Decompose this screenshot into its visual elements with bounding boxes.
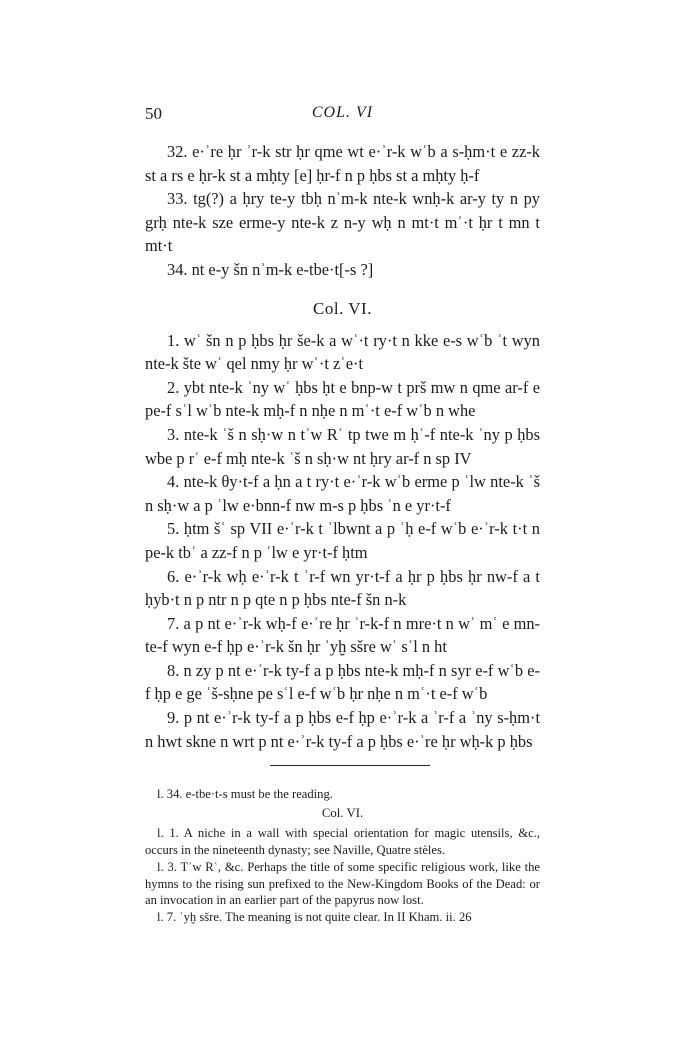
paragraph-33: 33. tg(?) a ḥry te-y tbḥ nʾm-k nte-k wnḥ-k ar-y ty n py grḥ nte-k sze erme-y nte-k z n-y wḥ n mt·t mʿ·t ḥr t mn t mt·t xyxy=(145,189,540,256)
paragraph-7: 7. a p nt e·ʾr-k wḥ-f e·ʾre ḥr ʾr-k-f n mre·t n wʿ mʿ e mn-te-f wyn e-f ḥp e·ʾr-k šn ḥr ʾyḫ sšre wʿ sʿl n ht xyxy=(145,613,540,657)
running-head: COL. VI xyxy=(311,104,374,121)
paragraph-2: 2. ybt nte-k ʾny wʿ ḥbs ḥt e bnp-w t prš mw n qme ar-f e pe-f sʿl wʿb nte-k mḥ-f n nḥe n mʿ·t e-f wʿb n whe xyxy=(145,377,540,421)
paragraph-32: 32. e·ʾre ḥr ʾr-k str ḥr qme wt e·ʾr-k wʿb a s-ḥm·t e zz-k st a rs e ḥr-k st a mḥty [e] ḥr-f n p ḥbs st a mḥty ḥ-f xyxy=(145,142,540,185)
footnotes xyxy=(145,786,540,927)
footnotes-heading: Col. VI. xyxy=(321,806,364,821)
main-text xyxy=(145,140,540,753)
paragraph-1: 1. wʿ šn n p ḥbs ḥr še-k a wʿ·t ry·t n kke e-s wʿb ʾt wyn nte-k šte wʿ qel nmy ḥr wʿ·t zʿe·t xyxy=(145,330,540,374)
footnote-line-1: l. 1. A niche in a wall with special orientation for magic utensils, &c., occurs in the nineteenth dynasty; see Naville, Quatre stèles. xyxy=(145,826,540,857)
footnote-line-3: l. 3. Tʾw Rʿ, &c. Perhaps the title of some specific religious work, like the hymns to the rising sun prefixed to the New-Kingdom Books of the Dead: or an invocation in an earlier part of the papyrus now lost. xyxy=(145,860,540,908)
paragraph-5: 5. ḥtm šʿ sp VII e·ʾr-k t ʾlbwnt a p ʿḥ e-f wʿb e·ʾr-k t·t n pe-k tbʿ a zz-f n p ʿlw e yr·t-f ḥtm xyxy=(145,519,540,562)
footnote-line-7: l. 7. ʾyḫ sšre. The meaning is not quite clear. In II Kham. ii. 26 xyxy=(157,910,472,925)
footnote-line-34: l. 34. e-tbe·t-s must be the reading. xyxy=(157,787,333,801)
paragraph-6: 6. e·ʾr-k wḥ e·ʾr-k t ʾr-f wn yr·t-f a ḥr p ḥbs ḥr nw-f a t ḥyb·t n p ntr n p qte n p ḥbs nte-f šn n-k xyxy=(145,566,540,610)
page-header xyxy=(145,104,540,128)
paragraph-9: 9. p nt e·ʾr-k ty-f a p ḥbs e-f ḥp e·ʾr-k a ʾr-f a ʾny s-ḥm·t n hwt skne n wrt p nt e·ʾr-k ty-f a p ḥbs e·ʾre ḥr wḥ-k p ḥbs xyxy=(145,708,540,751)
paragraph-3: 3. nte-k ʿš n sḥ·w n tʾw Rʿ tp twe m ḥʿ-f nte-k ʾny p ḥbs wbe p rʿ e-f mḥ nte-k ʿš n sḥ·w nt ḥry ar-f n sp IV xyxy=(145,424,540,468)
page-number: 50 xyxy=(145,104,162,123)
footnote-rule xyxy=(270,765,430,766)
column-heading: Col. VI. xyxy=(313,298,372,318)
paragraph-8: 8. n zy p nt e·ʾr-k ty-f a p ḥbs nte-k mḥ-f n syr e-f wʿb e-f ḥp e ge ʿš-sḥne pe sʿl e-f wʿb ḥr nḥe n mʿ·t e-f wʿb xyxy=(145,660,540,704)
paragraph-4: 4. nte-k θy·t-f a ḥn a t ry·t e·ʾr-k wʿb erme p ʿlw nte-k ʿš n sḥ·w a p ʿlw e·bnn-f nw m-s p ḥbs ʿn e yr·t-f xyxy=(145,472,540,515)
paragraph-34: 34. nt e-y šn nʾm-k e-tbe·t[-s ?] xyxy=(167,259,374,279)
